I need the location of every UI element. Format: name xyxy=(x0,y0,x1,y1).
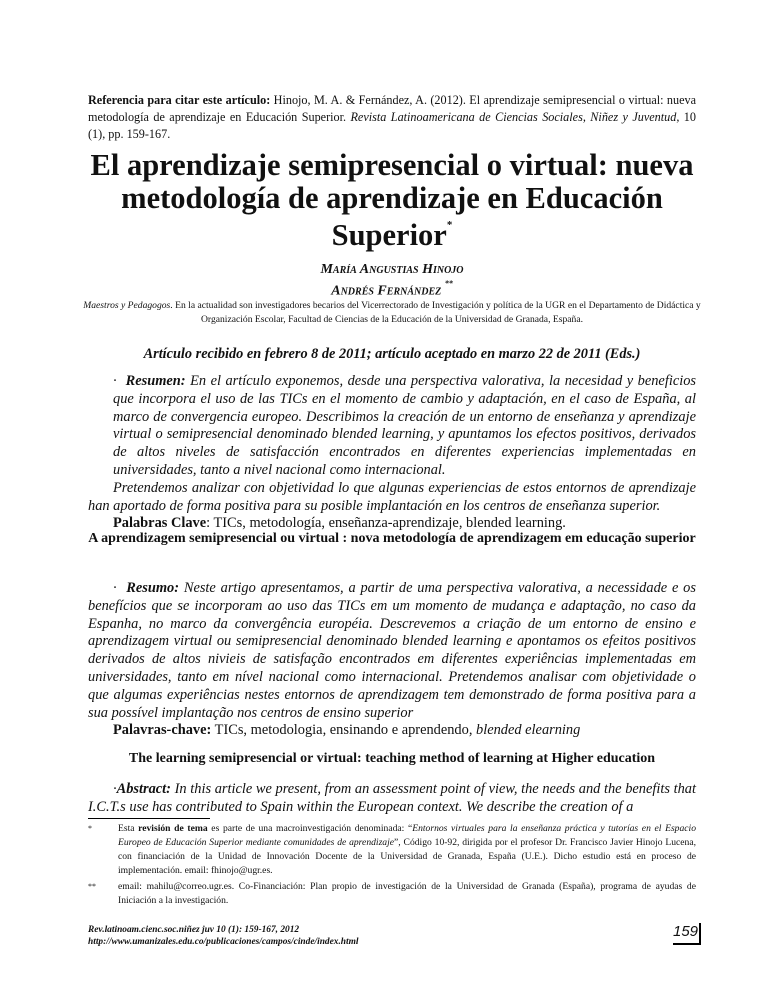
resumen-text-1: En el artículo exponemos, desde una perspectiva valorativa, la necesidad y beneficios que incorpora el uso de las TICs en el momento de cambio y adaptación, en el caso de España, al marco de convergencia europeo. Describimos la creación de un entorno de enseñanza y aprendizaje virtual o semipresencial denominado blended learning, y apuntamos los efectos positivos, derivados de altos niveles de satisfacción encontrados en diferentes experiencias implementadas en universidades, tanto a nivel nacional como internacional. xyxy=(113,373,696,478)
article-title xyxy=(88,149,696,252)
bullet: · xyxy=(113,373,117,389)
author-2 xyxy=(88,279,696,300)
citation-note xyxy=(88,92,696,143)
journal-url[interactable]: http://www.umanizales.edu.co/publicaciones/campos/cinde/index.html xyxy=(88,937,359,947)
footnote-bold: revisión de tema xyxy=(138,823,208,834)
resumen-paragraph-1 xyxy=(88,373,696,480)
citation-details: 10 (1), pp. 159-167. xyxy=(88,110,696,141)
author-affiliation xyxy=(82,299,702,327)
resumo-paragraph xyxy=(88,580,696,722)
footnote-text: ”, Código 10-92, dirigida por el profesor Dr. Francisco Javier Hinojo Lucena, con financiación de la Unidad de Innovación Docente de la Universidad de Granada, España (U.E.). Dicho estudio está en proceso de implementación. email: fhinojo@ugr.es. xyxy=(118,837,696,876)
abstract-text: In this article we present, from an assessment point of view, the needs and the benefits that I.C.T.s use has contributed to Spain within the European context. We describe the creation of a xyxy=(88,781,696,815)
footnote-mark: ** xyxy=(88,882,96,891)
footnote-text: es parte de una macroinvestigación denominada: “ xyxy=(207,823,413,834)
abstract-label: Abstract: xyxy=(116,781,171,797)
affiliation-text: . En la actualidad son investigadores becarios del Vicerrectorado de Investigación y política de la UGR en el Departamento de Didáctica y Organización Escolar, Facultad de Ciencias de la Educación de la Universidad de Granada, España. xyxy=(170,300,701,325)
journal-reference: Rev.latinoam.cienc.soc.niñez juv 10 (1): 159-167, 2012 xyxy=(88,925,300,935)
bullet: · xyxy=(113,781,117,797)
footnote-body xyxy=(88,822,696,878)
footnote-2 xyxy=(88,880,696,908)
abstract-spanish xyxy=(88,373,696,533)
keywords-label: Palavras-chave: xyxy=(113,722,212,739)
keywords-label: Palabras Clave xyxy=(113,515,207,532)
english-title: The learning semipresencial or virtual: teaching method of learning at Higher education xyxy=(128,751,656,766)
title-line-1: El aprendizaje semipresencial o virtual: nueva xyxy=(90,148,694,182)
footnote-1 xyxy=(88,822,696,878)
resumo-label: Resumo: xyxy=(126,580,180,596)
resumen-paragraph-2: Pretendemos analizar con objetividad lo que algunas experiencias de estos entornos de aprendizaje han aportado de forma positiva para su posible implantación en los centros de enseñanza superior. xyxy=(88,479,696,514)
keywords-portuguese xyxy=(88,722,696,740)
citation-journal: Revista Latinoamericana de Ciencias Sociales, Niñez y Juventud, xyxy=(350,110,680,124)
affiliation-label: Maestros y Pedagogos xyxy=(83,300,171,311)
title-line-3: Superior xyxy=(331,218,447,253)
footnote-body: email: mahilu@correo.ugr.es. Co-Financiación: Plan propio de investigación de la Universidad de Granada (España), programa de ayudas de Iniciación a la investigación. xyxy=(118,881,696,906)
abstract-portuguese xyxy=(88,580,696,740)
page-footer xyxy=(88,924,359,948)
keywords-italic: blended elearning xyxy=(476,722,581,739)
received-dates: Artículo recibido en febrero 8 de 2011; artículo aceptado en marzo 22 de 2011 (Eds.) xyxy=(143,346,641,362)
title-footnote-mark[interactable]: * xyxy=(446,219,453,231)
author-footnote-mark[interactable]: ** xyxy=(444,279,453,288)
keywords-text: TICs, metodologia, ensinando e aprendendo, xyxy=(211,722,477,739)
footnote-mark: * xyxy=(88,824,92,833)
citation-text: Hinojo, M. A. & Fernández, A. (2012). El aprendizaje semipresencial o virtual: nueva metodología de aprendizaje en Educación Superior. xyxy=(88,93,696,124)
author-name: María Angustias Hinojo xyxy=(320,262,464,277)
keywords-text: : TICs, metodología, enseñanza-aprendizaje, blended learning. xyxy=(206,515,566,532)
portuguese-title: A aprendizagem semipresencial ou virtual : nova metodología de aprendizagem em educação superior xyxy=(88,531,696,546)
author-1 xyxy=(88,262,696,278)
resumen-label: Resumen: xyxy=(125,373,186,389)
author-name: Andrés Fernández xyxy=(331,283,442,299)
bullet: · xyxy=(113,580,117,596)
abstract-paragraph xyxy=(88,781,696,817)
abstract-english xyxy=(88,781,696,817)
title-line-2: metodología de aprendizaje en Educación xyxy=(121,181,663,215)
footnote-italic: Entornos virtuales para la enseñanza práctica y tutorías en el Espacio Europeo de Educación Superior mediante comunidades de aprendizaje xyxy=(118,823,696,848)
footnote-text: Esta xyxy=(118,823,139,834)
page-number: 159 xyxy=(673,923,701,945)
footnote-divider xyxy=(88,818,210,819)
resumo-text: Neste artigo apresentamos, a partir de uma perspectiva valorativa, a necessidade e os benefícios que se incorporam ao uso das TICs em um momento de mudança e adaptação, no caso da Espanha, no marco da convergência européia. Descrevemos a criação de um entorno de ensino e aprendizagem virtual ou semipresencial denominado blended learning e apontamos os efeitos positivos derivados de altos nivieis de satisfação encontrados em diferentes experiências implementadas em universidades, tanto em nível nacional como internacional. Pretendemos analisar com objetividade o que algumas experiências nestes entornos de aprendizagem tem demonstrado de forma positiva para a sua possível implantação nos centros de ensino superior xyxy=(88,580,696,721)
citation-label: Referencia para citar este artículo: xyxy=(88,93,271,107)
